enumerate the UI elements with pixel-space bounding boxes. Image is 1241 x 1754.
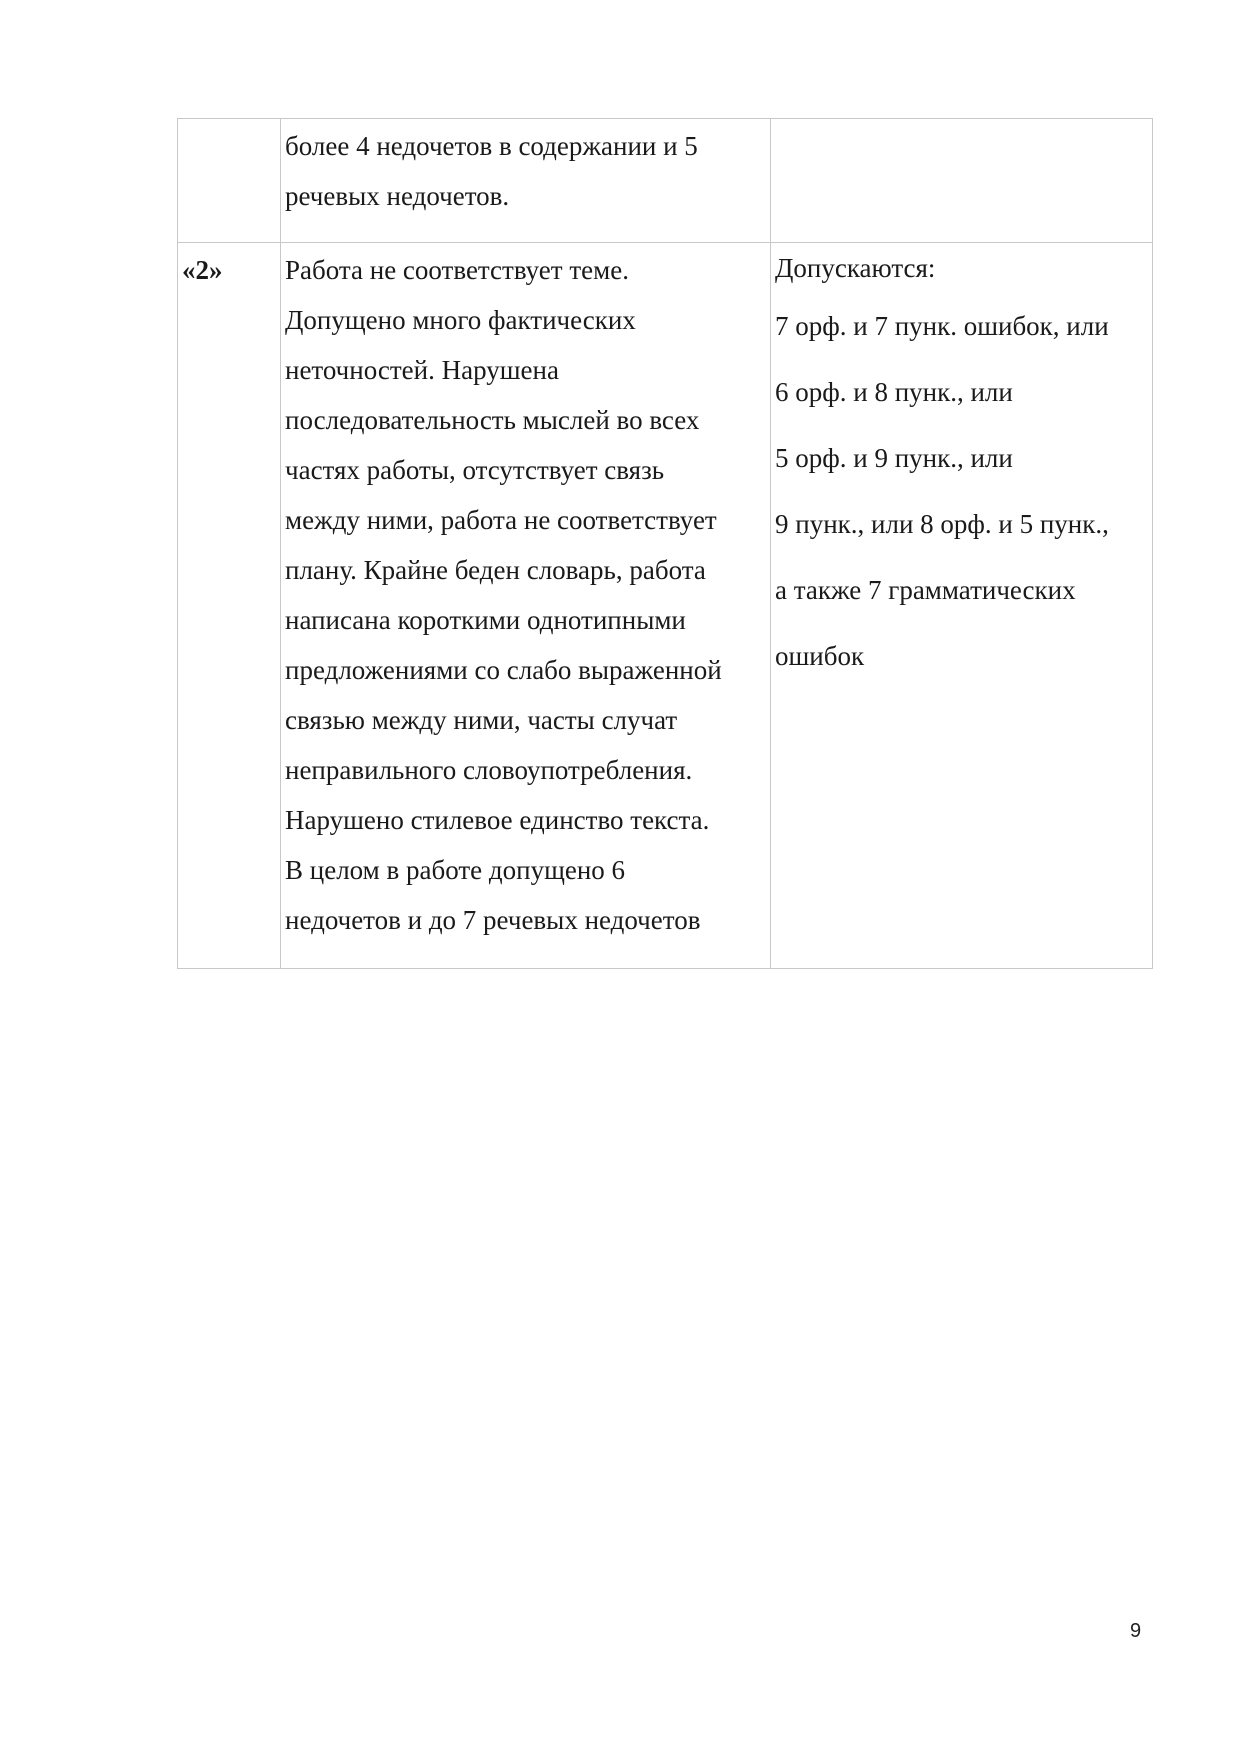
content-line: плану. Крайне беден словарь, работа <box>285 555 706 585</box>
grading-criteria-table <box>177 118 1153 969</box>
content-line: неточностей. Нарушена <box>285 355 559 385</box>
page-number: 9 <box>1130 1620 1142 1642</box>
errors-line: 9 пунк., или 8 орф. и 5 пунк., <box>775 509 1109 539</box>
content-line: частях работы, отсутствует связь <box>285 455 665 485</box>
grade-cell <box>178 243 281 969</box>
content-line: предложениями со слабо выраженной <box>285 655 722 685</box>
content-cell <box>281 243 771 969</box>
content-line: Работа не соответствует теме. <box>285 255 629 285</box>
table-row-grade-2 <box>178 243 1153 969</box>
errors-line: а также 7 грамматических <box>775 575 1076 605</box>
errors-line: 6 орф. и 8 пунк., или <box>775 377 1013 407</box>
content-cell <box>281 119 771 243</box>
table-row-continuation <box>178 119 1153 243</box>
content-line: написана короткими однотипными <box>285 605 686 635</box>
errors-line: ошибок <box>775 641 865 671</box>
content-line: Нарушено стилевое единство текста. <box>285 805 710 835</box>
grade-label: «2» <box>182 255 223 285</box>
content-line: более 4 недочетов в содержании и 5 <box>285 131 698 161</box>
content-line: между ними, работа не соответствует <box>285 505 717 535</box>
errors-cell-empty <box>771 119 1153 243</box>
content-line: связью между ними, часты случат <box>285 705 678 735</box>
errors-heading: Допускаются: <box>775 253 936 283</box>
grade-cell-empty <box>178 119 281 243</box>
content-line: недочетов и до 7 речевых недочетов <box>285 905 701 935</box>
content-line: Допущено много фактических <box>285 305 636 335</box>
errors-line: 5 орф. и 9 пунк., или <box>775 443 1013 473</box>
content-line: речевых недочетов. <box>285 181 510 211</box>
errors-line: 7 орф. и 7 пунк. ошибок, или <box>775 311 1109 341</box>
content-line: В целом в работе допущено 6 <box>285 855 626 885</box>
content-line: неправильного словоупотребления. <box>285 755 693 785</box>
errors-cell <box>771 243 1153 969</box>
content-line: последовательность мыслей во всех <box>285 405 700 435</box>
